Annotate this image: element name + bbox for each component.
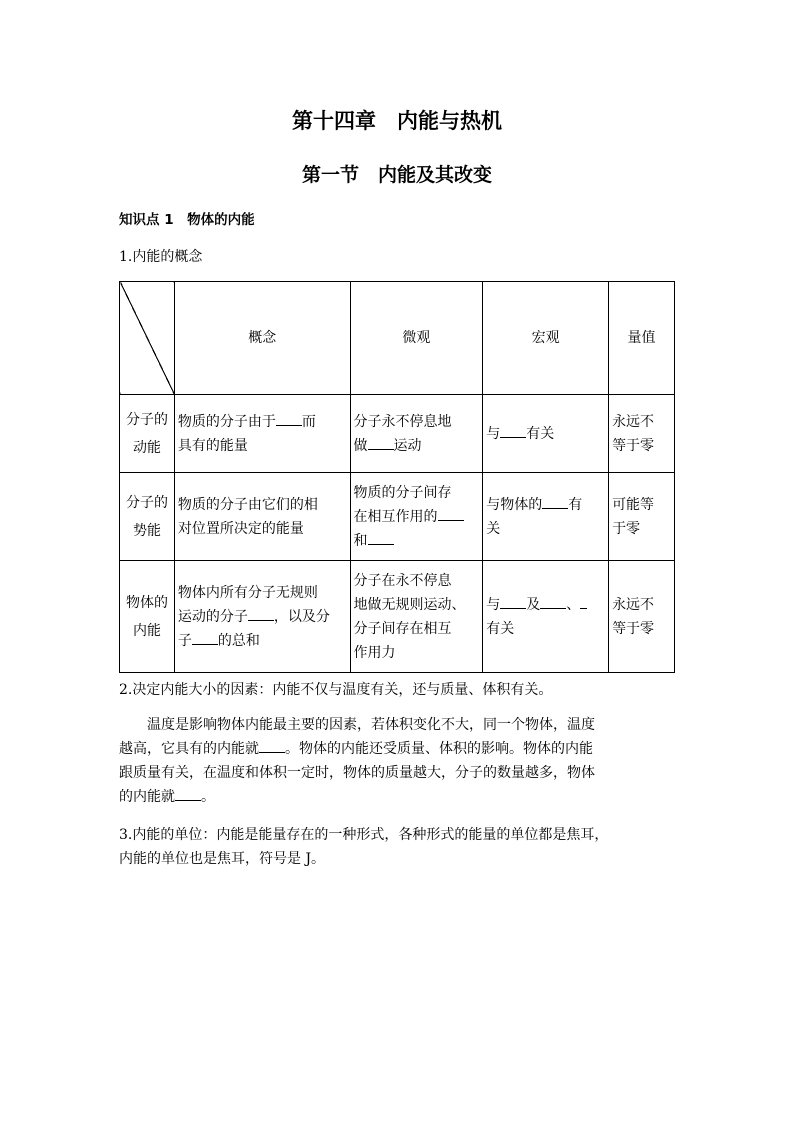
cell-text: 永远不 — [612, 596, 655, 613]
row-name-line: 分子的 — [125, 411, 168, 428]
cell-text: 等于零 — [612, 620, 655, 637]
cell-text: 物质的分子由于 — [177, 413, 276, 430]
cell-text: 而 — [301, 413, 316, 430]
fill-blank[interactable] — [175, 786, 201, 801]
paragraph-line: 跟质量有关，在温度和体积一定时，物体的质量越大，分子的数量越多，物体 — [119, 765, 595, 781]
concept-cell — [174, 561, 350, 673]
cell-text: 物质的分子由它们的相 — [177, 496, 318, 513]
cell-text: 与物体的 — [486, 496, 543, 513]
explanation-paragraph — [119, 713, 679, 809]
header-micro: 微观 — [350, 282, 483, 395]
macro-cell — [483, 395, 609, 473]
cell-text: 对位置所决定的能量 — [177, 520, 304, 537]
cell-text: 等于零 — [612, 437, 655, 454]
concept-table — [119, 281, 675, 673]
point-3-line: 3.内能的单位：内能是能量存在的一种形式，各种形式的能量的单位都是焦耳， — [119, 827, 609, 843]
header-value: 量值 — [609, 282, 675, 395]
cell-text: 有关 — [526, 425, 555, 442]
fill-blank[interactable] — [500, 423, 526, 438]
cell-text: 分子在永不停息 — [353, 572, 452, 589]
cell-text: 可能等 — [612, 496, 655, 513]
cell-text: 、 — [566, 596, 581, 613]
cell-text: 与 — [486, 425, 501, 442]
row-name-line: 动能 — [132, 439, 161, 456]
paragraph-line: 温度是影响物体内能最主要的因素，若体积变化不大，同一个物体，温度 — [147, 717, 595, 733]
cell-text: 子 — [177, 632, 192, 649]
table-row — [120, 473, 675, 561]
cell-text: 地做无规则运动、 — [353, 596, 466, 613]
row-name-line: 内能 — [132, 622, 161, 639]
concept-cell — [174, 395, 350, 473]
fill-blank[interactable] — [248, 606, 274, 621]
fill-blank[interactable] — [368, 530, 394, 545]
value-cell — [609, 395, 675, 473]
section-title: 第一节 内能及其改变 — [301, 164, 492, 186]
cell-text: 分子间存在相互 — [353, 620, 452, 637]
cell-text: 物体内所有分子无规则 — [177, 584, 318, 601]
cell-text: ，以及分 — [273, 608, 330, 625]
fill-blank[interactable] — [540, 594, 566, 609]
cell-text: 于零 — [612, 520, 641, 537]
table-row — [120, 395, 675, 473]
cell-text: 运动 — [393, 437, 422, 454]
macro-cell — [483, 473, 609, 561]
cell-text: 作用力 — [353, 644, 396, 661]
cell-text: 和 — [353, 532, 368, 549]
point-2-text: 2.决定内能大小的因素：内能不仅与温度有关，还与质量、体积有关。 — [119, 682, 553, 698]
table-header-row — [120, 282, 675, 395]
cell-text: 关 — [486, 520, 501, 537]
cell-text: 分子永不停息地 — [353, 413, 452, 430]
micro-cell — [350, 395, 483, 473]
paragraph-line: 的内能就 — [119, 789, 175, 805]
fill-blank[interactable] — [500, 594, 526, 609]
cell-text: 有关 — [486, 620, 515, 637]
paragraph-line: 。物体的内能还受质量、体积的影响。物体的内能 — [285, 741, 593, 757]
concept-cell — [174, 473, 350, 561]
cell-text: 具有的能量 — [177, 437, 248, 454]
cell-text: 物质的分子间存 — [353, 484, 452, 501]
point-3-text — [119, 823, 679, 871]
paragraph-line: 越高，它具有的内能就 — [119, 741, 259, 757]
row-name-cell — [120, 395, 175, 473]
value-cell — [609, 561, 675, 673]
cell-text: 的总和 — [217, 632, 260, 649]
point-3-line: 内能的单位也是焦耳，符号是 J。 — [119, 851, 326, 867]
macro-cell — [483, 561, 609, 673]
cell-text: 做 — [353, 437, 368, 454]
cell-text: 在相互作用的 — [353, 508, 438, 525]
diagonal-corner-cell — [120, 282, 175, 395]
fill-blank[interactable] — [542, 494, 568, 509]
knowledge-point-heading: 知识点 1 物体的内能 — [119, 212, 255, 228]
fill-blank[interactable] — [580, 594, 587, 609]
row-name-line: 分子的 — [125, 494, 168, 511]
micro-cell — [350, 473, 483, 561]
fill-blank[interactable] — [259, 738, 285, 753]
row-name-line: 物体的 — [125, 594, 168, 611]
header-concept: 概念 — [174, 282, 350, 395]
table-row — [120, 561, 675, 673]
fill-blank[interactable] — [438, 506, 464, 521]
row-name-cell — [120, 473, 175, 561]
cell-text: 运动的分子 — [177, 608, 248, 625]
cell-text: 与 — [486, 596, 501, 613]
subheading: 1.内能的概念 — [119, 249, 203, 265]
cell-text: 有 — [568, 496, 583, 513]
cell-text: 永远不 — [612, 413, 655, 430]
micro-cell — [350, 561, 483, 673]
header-macro: 宏观 — [483, 282, 609, 395]
paragraph-line: 。 — [201, 789, 215, 805]
fill-blank[interactable] — [276, 411, 302, 426]
chapter-title: 第十四章 内能与热机 — [292, 109, 502, 133]
row-name-line: 势能 — [132, 522, 161, 539]
fill-blank[interactable] — [192, 630, 218, 645]
fill-blank[interactable] — [368, 435, 394, 450]
value-cell — [609, 473, 675, 561]
cell-text: 及 — [526, 596, 541, 613]
row-name-cell — [120, 561, 175, 673]
